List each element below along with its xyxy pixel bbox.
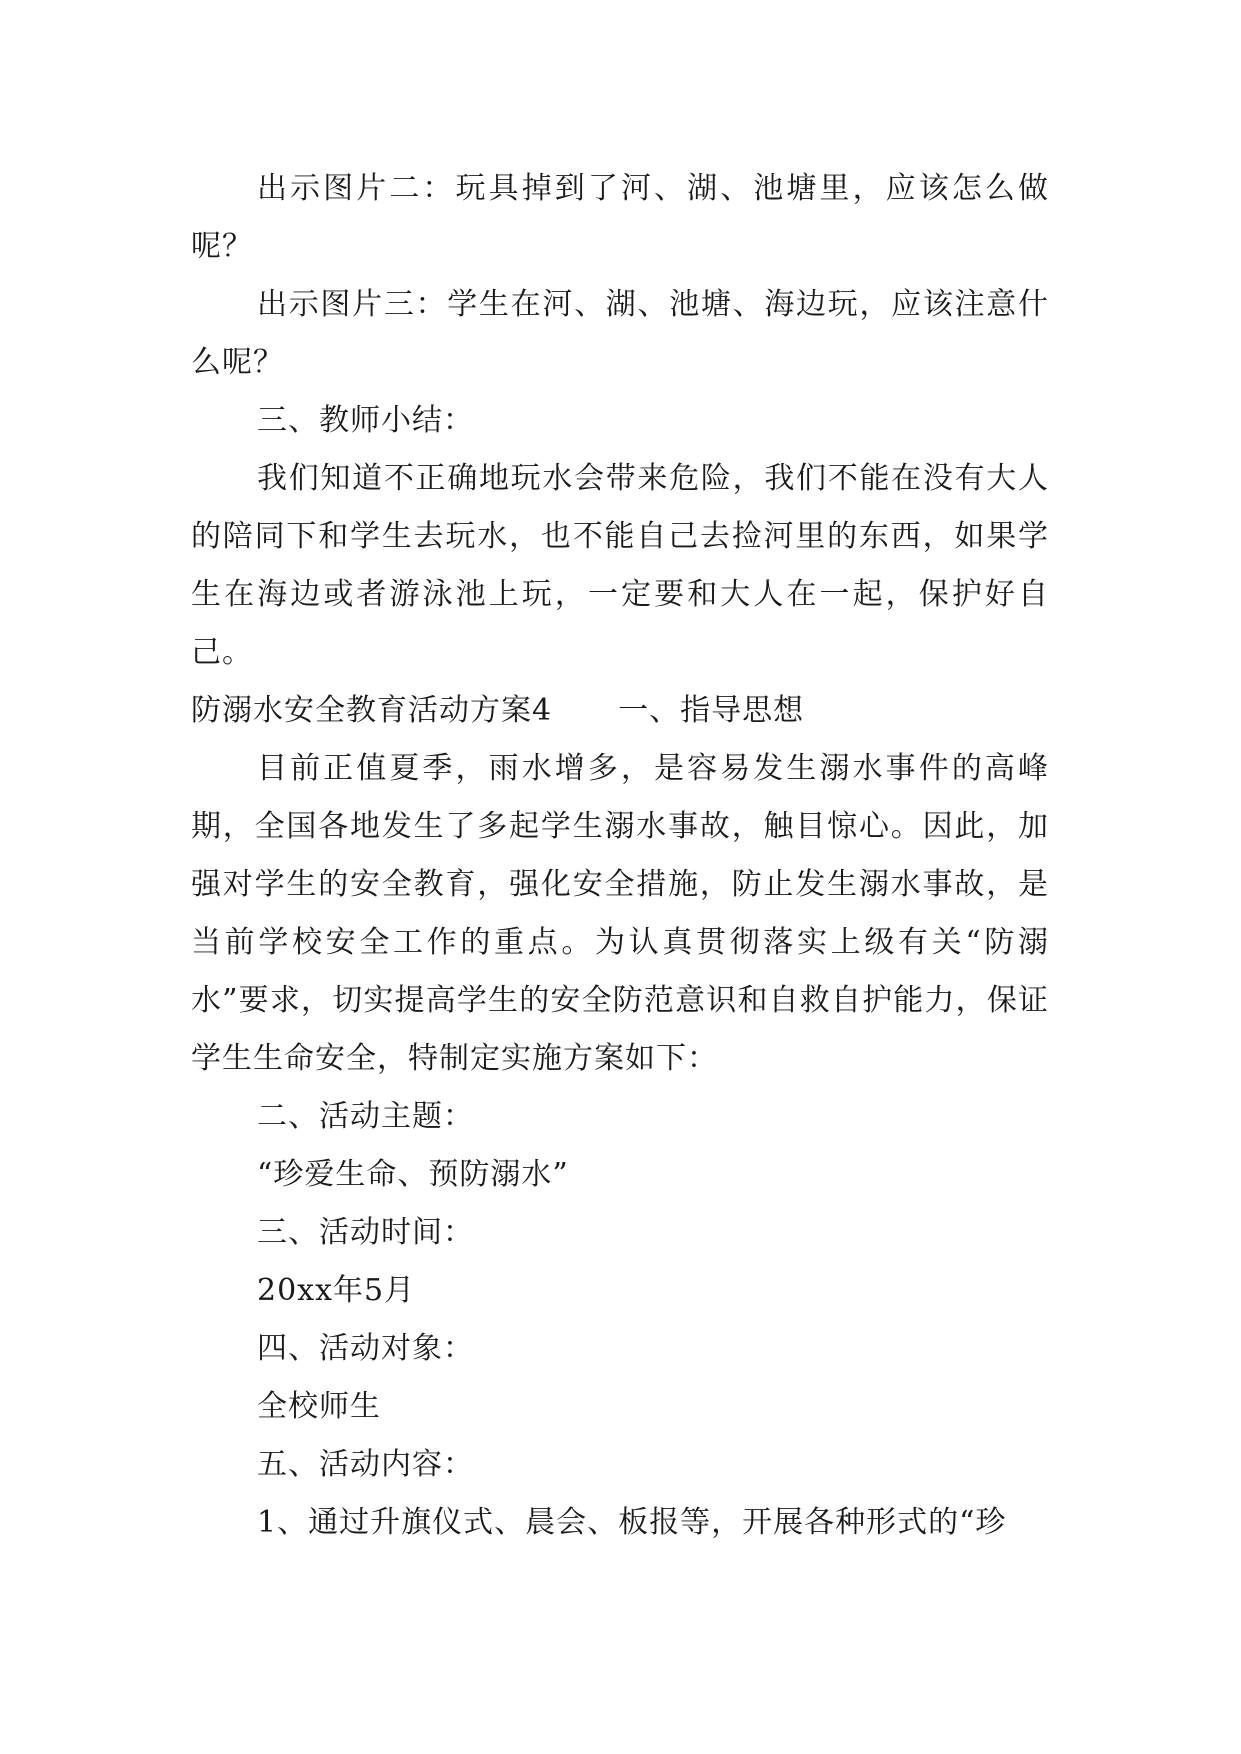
paragraph-summary: 我们知道不正确地玩水会带来危险，我们不能在没有大人的陪同下和学生去玩水，也不能自己去捡河里的东西，如果学生在海边或者游泳池上玩，一定要和大人在一起，保护好自己。 xyxy=(191,461,1049,670)
heading-activity-theme: 二、活动主题： xyxy=(257,1099,474,1134)
activity-content-item-1: 1、通过升旗仪式、晨会、板报等，开展各种形式的“珍 xyxy=(257,1505,1007,1540)
paragraph-picture-three: 出示图片三：学生在河、湖、池塘、海边玩，应该注意什么呢？ xyxy=(191,287,1049,380)
section-title: 防溺水安全教育活动方案4 xyxy=(191,693,553,728)
paragraph-picture-two: 出示图片二：玩具掉到了河、湖、池塘里，应该怎么做呢？ xyxy=(191,171,1049,264)
activity-target: 全校师生 xyxy=(257,1389,381,1424)
section-heading xyxy=(191,682,1049,740)
heading-activity-target: 四、活动对象： xyxy=(257,1331,474,1366)
paragraph-guiding-thought: 目前正值夏季，雨水增多，是容易发生溺水事件的高峰期，全国各地发生了多起学生溺水事故，触目惊心。因此，加强对学生的安全教育，强化安全措施，防止发生溺水事故，是当前学校安全工作的重点。为认真贯彻落实上级有关“防溺水”要求，切实提高学生的安全防范意识和自救自护能力，保证学生生命安全，特制定实施方案如下： xyxy=(191,751,1049,1076)
activity-theme: “珍爱生命、预防溺水” xyxy=(257,1157,569,1192)
heading-teacher-summary: 三、教师小结： xyxy=(257,403,474,438)
document-body xyxy=(191,160,1049,1552)
section-subtitle: 一、指导思想 xyxy=(618,693,805,728)
activity-time: 20xx年5月 xyxy=(257,1273,416,1308)
heading-activity-content: 五、活动内容： xyxy=(257,1447,474,1482)
heading-activity-time: 三、活动时间： xyxy=(257,1215,474,1250)
